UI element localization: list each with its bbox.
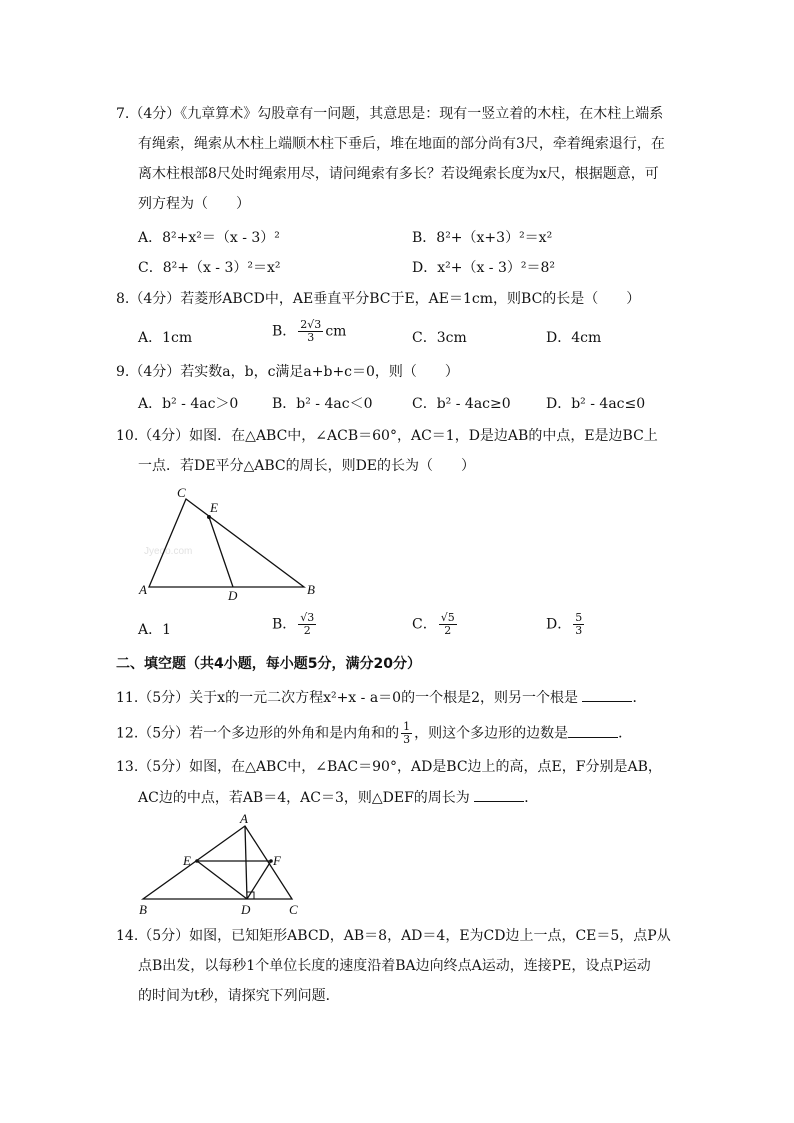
q10-option-c: [412, 612, 459, 637]
label-d: D: [241, 902, 251, 917]
label-a: A: [139, 582, 147, 597]
label-a: A: [240, 812, 248, 826]
q10-triangle-figure: [136, 482, 336, 604]
q10-option-b-denominator: 2: [303, 624, 311, 637]
q7-option-a: A．8²+x²＝（x - 3）²: [138, 230, 280, 246]
q13-triangle-figure: [134, 812, 314, 922]
q7-option-b: B．8²+（x+3）²＝x²: [412, 230, 553, 246]
q10-option-d-numerator: 5: [575, 611, 583, 624]
q8-option-b-denominator: 3: [307, 331, 315, 344]
q14-line-2: 点B出发，以每秒1个单位长度的速度沿着BA边向终点A运动，连接PE，设点P运动: [138, 958, 651, 974]
q11-text: 11.（5分）关于x的一元二次方程x²+x - a＝0的一个根是2，则另一个根是: [116, 690, 578, 706]
q13-text: AC边的中点，若AB＝4，AC＝3，则△DEF的周长为: [138, 790, 470, 806]
label-b: B: [307, 582, 315, 597]
q8-option-b-label: B．: [272, 323, 297, 340]
q9-option-c: C．b² - 4ac≥0: [412, 396, 511, 412]
q10-option-d-label: D．: [546, 616, 572, 633]
q8-option-b-fraction: [298, 319, 323, 344]
q10-option-d-fraction: [573, 612, 584, 637]
label-e: E: [183, 853, 191, 868]
segment-fd: [247, 861, 271, 899]
q7-line-1: 7.（4分）《九章算术》勾股章有一问题，其意思是：现有一竖立着的木柱，在木柱上端系: [116, 106, 664, 122]
label-e: E: [210, 500, 218, 515]
label-d: D: [228, 588, 238, 603]
altitude-ad: [245, 826, 247, 899]
q8-line-1: 8.（4分）若菱形ABCD中，AE垂直平分BC于E，AE＝1cm，则BC的长是（ ）: [116, 291, 641, 307]
label-c: C: [289, 902, 298, 917]
point-e: [195, 859, 199, 863]
q13-answer-blank[interactable]: [474, 787, 524, 802]
q10-option-b-label: B．: [272, 616, 297, 633]
q13-end: ．: [524, 790, 539, 806]
q12-text-before: 12.（5分）若一个多边形的外角和是内角和的: [116, 725, 400, 742]
q9-option-d: D．b² - 4ac≤0: [546, 396, 646, 412]
q8-option-d: D．4cm: [546, 330, 602, 346]
q7-line-4: 列方程为（ ）: [138, 196, 250, 212]
q10-option-c-denominator: 2: [444, 624, 452, 637]
q12-fraction-numerator: 1: [403, 720, 411, 733]
q9-option-a: A．b² - 4ac＞0: [138, 396, 239, 412]
q8-option-c: C．3cm: [412, 330, 467, 346]
label-f: F: [273, 853, 281, 868]
q12-answer-blank[interactable]: [568, 723, 618, 738]
q10-option-c-fraction: [439, 612, 457, 637]
q9-option-b: B．b² - 4ac＜0: [272, 396, 373, 412]
triangle-abc: [149, 499, 304, 587]
q10-line-2: 一点．若DE平分△ABC的周长，则DE的长为（ ）: [138, 458, 476, 474]
q12-text-after: ，则这个多边形的边数是: [414, 725, 569, 742]
q12-line: [116, 721, 632, 746]
q10-option-d-denominator: 3: [575, 624, 583, 637]
q11-line: [116, 687, 646, 708]
q8-option-b-numerator: 2√3: [300, 318, 322, 331]
q13-line-1: 13.（5分）如图，在△ABC中，∠BAC＝90°，AD是BC边上的高，点E，F分别是AB，: [116, 759, 662, 775]
q9-line-1: 9.（4分）若实数a，b，c满足a+b+c＝0，则（ ）: [116, 364, 459, 380]
segment-de: [209, 517, 233, 587]
q11-answer-blank[interactable]: [582, 687, 632, 702]
q8-option-b: [272, 319, 346, 344]
q7-line-3: 离木柱根部8尺处时绳索用尽，请问绳索有多长？若设绳索长度为x尺，根据题意，可: [138, 166, 659, 182]
q7-option-d: D．x²+（x - 3）²＝8²: [412, 260, 556, 276]
q10-option-a: A．1: [138, 622, 172, 638]
q14-line-3: 的时间为t秒，请探究下列问题．: [138, 988, 340, 1004]
q10-option-b-numerator: √3: [300, 611, 315, 624]
q11-end: ．: [632, 690, 647, 706]
segment-ed: [197, 861, 247, 899]
q10-option-b-fraction: [298, 612, 316, 637]
label-b: B: [139, 902, 147, 917]
section-2-title: 二、填空题（共4小题，每小题5分，满分20分）: [116, 656, 421, 672]
q8-option-a: A．1cm: [138, 330, 193, 346]
q14-line-1: 14.（5分）如图，已知矩形ABCD，AB＝8，AD＝4，E为CD边上一点，CE＝5，点P从: [116, 928, 671, 944]
watermark-text: Jyeoo.com: [144, 546, 193, 557]
point-e: [207, 515, 211, 519]
q10-option-c-numerator: √5: [440, 611, 455, 624]
q13-line-2: [138, 787, 538, 808]
q8-option-b-unit: cm: [325, 323, 347, 340]
q10-line-1: 10.（4分）如图．在△ABC中，∠ACB＝60°，AC＝1，D是边AB的中点，E是边BC上: [116, 428, 658, 444]
q10-option-c-label: C．: [412, 616, 437, 633]
q12-fraction: [401, 721, 412, 746]
q12-end: ．: [618, 725, 633, 742]
q7-line-2: 有绳索，绳索从木柱上端顺木柱下垂后，堆在地面的部分尚有3尺，牵着绳索退行，在: [138, 136, 665, 152]
q12-fraction-denominator: 3: [403, 733, 411, 746]
label-c: C: [177, 485, 186, 500]
q7-option-c: C．8²+（x - 3）²＝x²: [138, 260, 281, 276]
q10-option-b: [272, 612, 318, 637]
q10-option-d: [546, 612, 586, 637]
